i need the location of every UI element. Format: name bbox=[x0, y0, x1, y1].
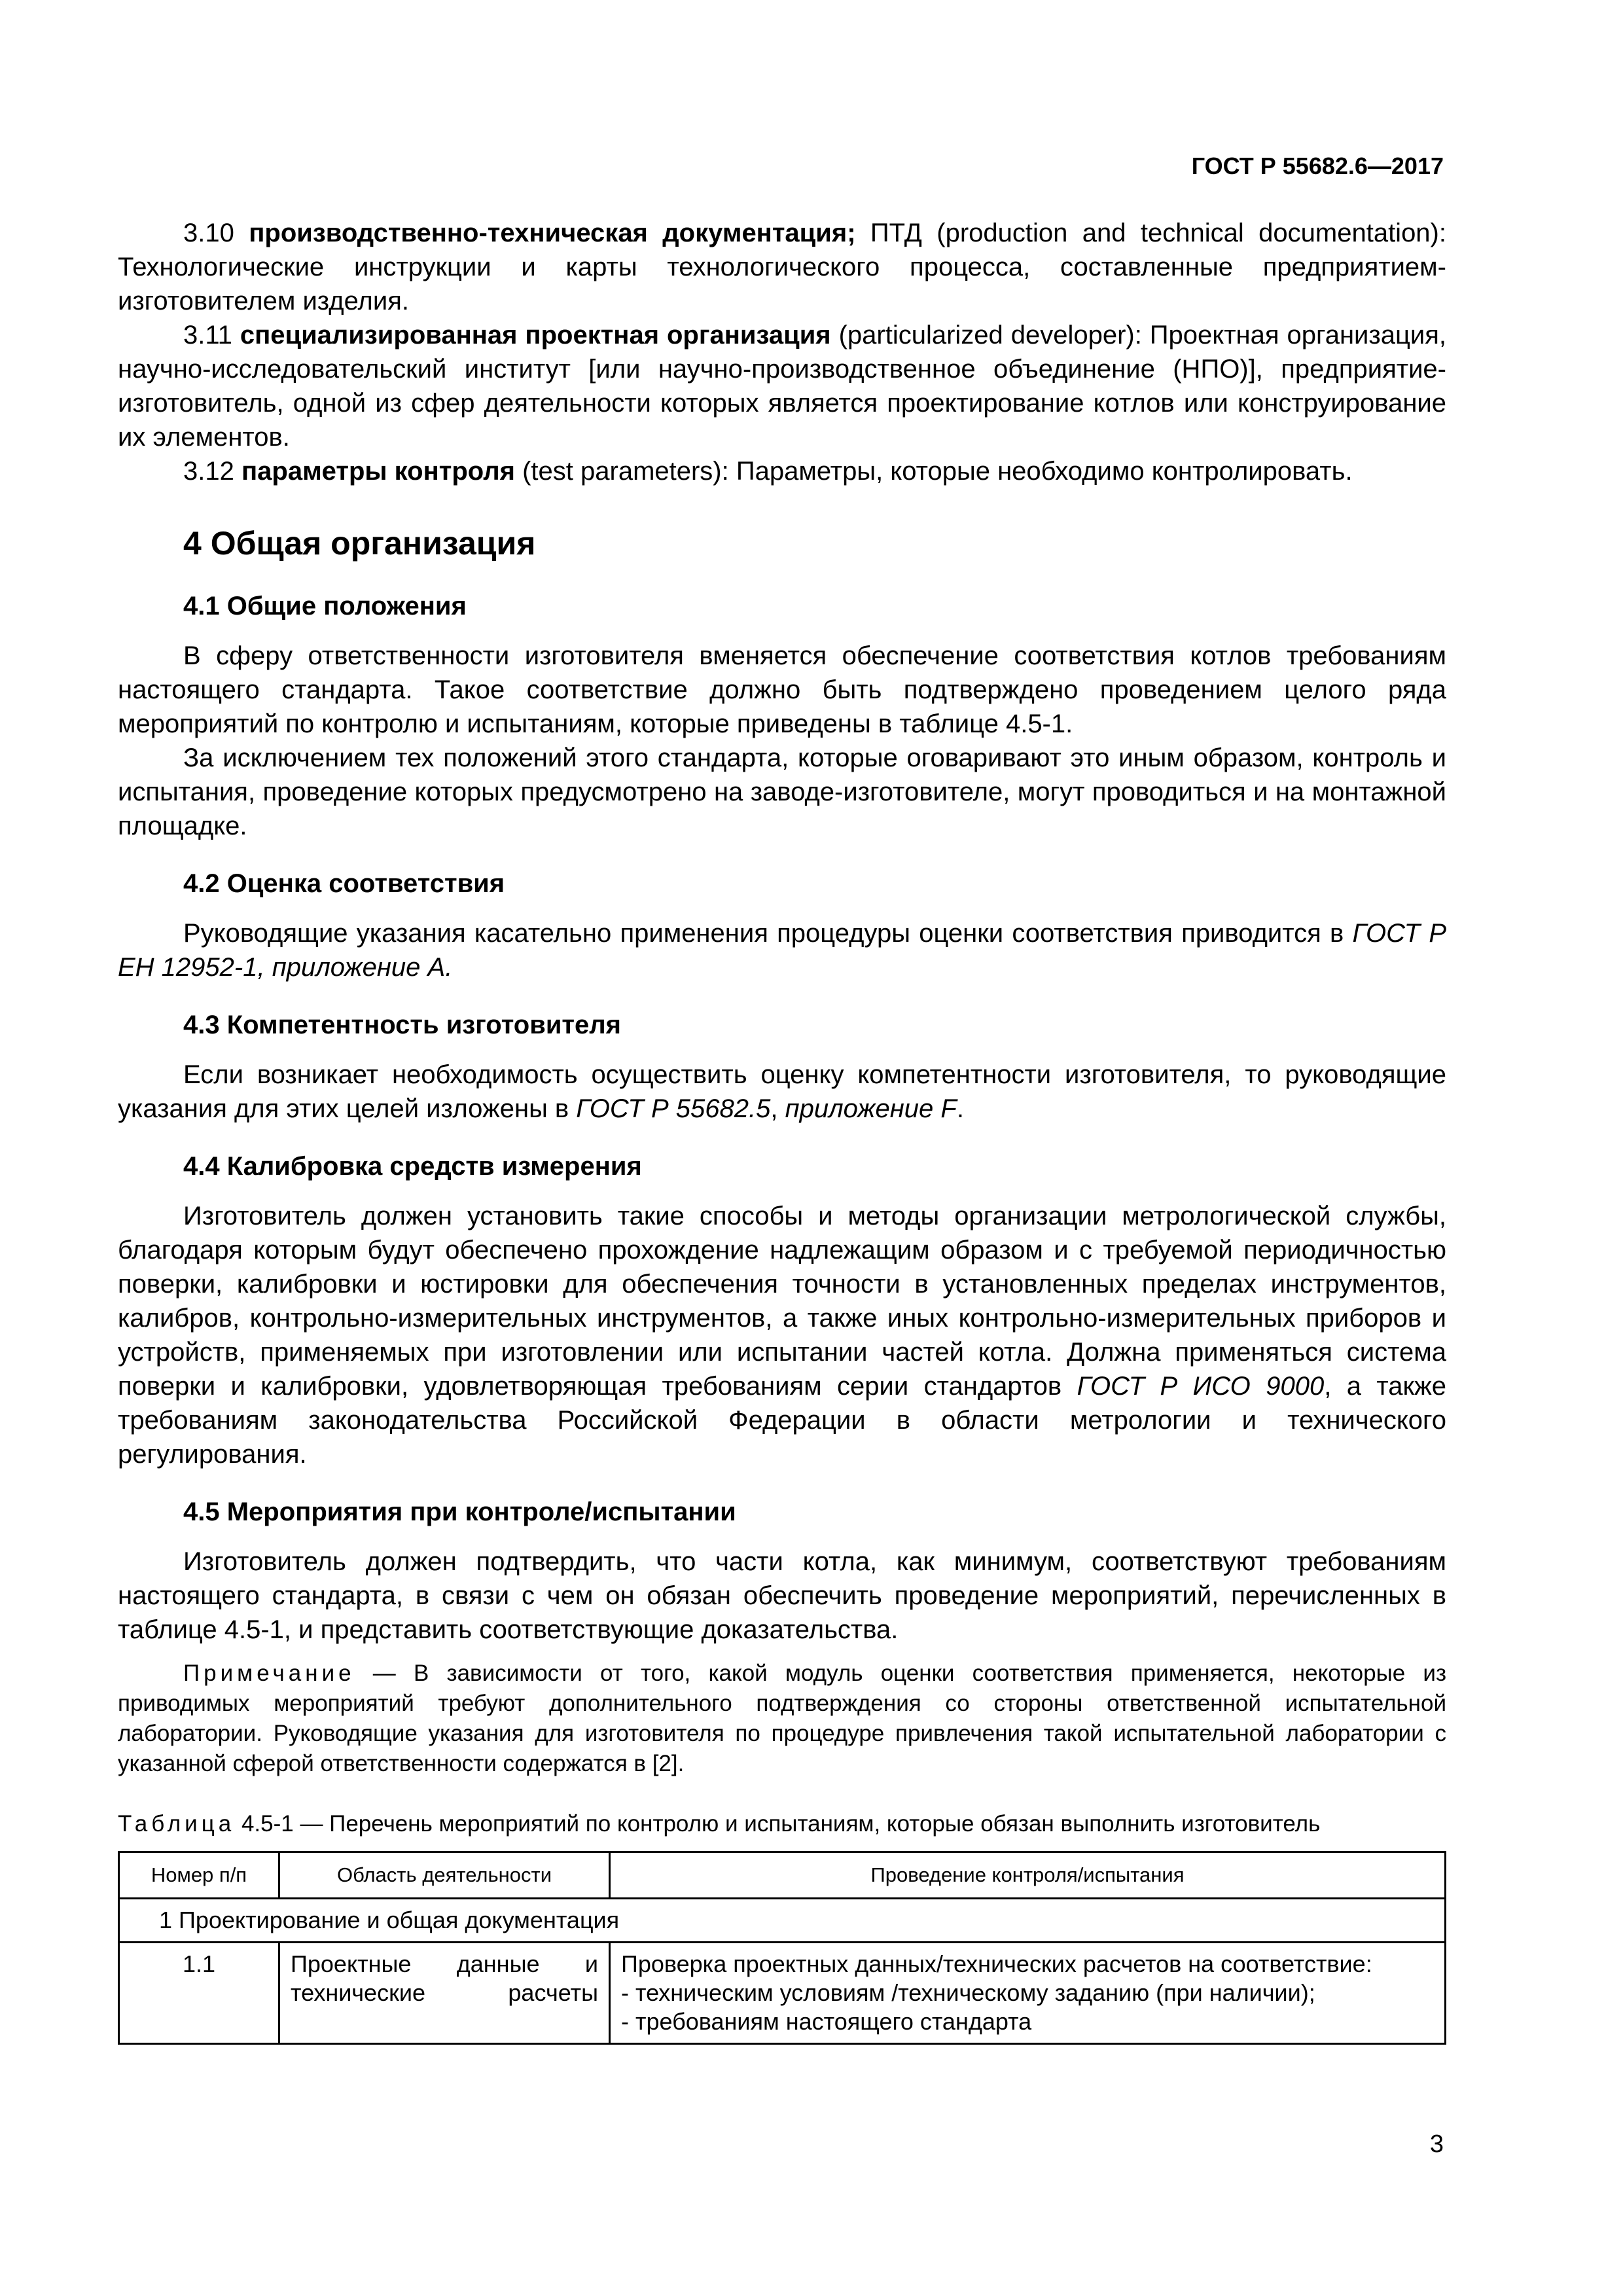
header-check: Проведение контроля/испытания bbox=[610, 1852, 1446, 1899]
reference-gost-iso-9000: ГОСТ Р ИСО 9000 bbox=[1077, 1372, 1325, 1401]
table-row bbox=[119, 1943, 1446, 2044]
reference-gost-en-12952-1: ГОСТ Р ЕН 12952-1, приложение А. bbox=[118, 919, 1447, 982]
reference-appendix-f: приложение F bbox=[785, 1094, 957, 1123]
section-4-5-title: 4.5 Мероприятия при контроле/испытании bbox=[183, 1498, 736, 1526]
header-number: Номер п/п bbox=[119, 1852, 279, 1899]
row-number: 1.1 bbox=[119, 1943, 279, 2044]
section-4-title: 4 Общая организация bbox=[183, 525, 536, 562]
table-caption: Таблица 4.5-1 — Перечень мероприятий по контролю и испытаниям, которые обязан выполнить изготовитель bbox=[118, 1811, 1321, 1837]
note: Примечание — В зависимости от того, какой модуль оценки соответствия применяется, некоторые из приводимых мероприятий требуют дополнительного подтверждения со стороны ответственной испытательной лаборатории. Руководящие указания для изготовителя по процедуре привлечения такой испытательной лаборатории с указанной сферой ответственности содержатся в [2]. bbox=[118, 1660, 1446, 1776]
section-4-4-title: 4.4 Калибровка средств измерения bbox=[183, 1152, 642, 1181]
term-3-10: 3.10 производственно-техническая документация; ПТД (production and technical documentation): Технологические инструкции и карты технологического процесса, составленные предприятием-изготовителем изделия. bbox=[118, 219, 1446, 315]
standard-header: ГОСТ Р 55682.6—2017 bbox=[1191, 152, 1444, 179]
note-label: Примечание bbox=[183, 1660, 355, 1686]
section-4-5-paragraph: Изготовитель должен подтвердить, что части котла, как минимум, соответствуют требованиям настоящего стандарта, в связи с чем он обязан обеспечить проведение мероприятий, перечисленных в таблице 4.5-1, и представить соответствующие доказательства. bbox=[118, 1547, 1446, 1644]
row-area: Проектные данные и технические расчеты bbox=[279, 1943, 610, 2044]
section-4-1-title: 4.1 Общие положения bbox=[183, 592, 467, 620]
page-number: 3 bbox=[1429, 2130, 1444, 2158]
table-header-row bbox=[119, 1852, 1446, 1899]
check-line: Проверка проектных данных/технических расчетов на соответствие: bbox=[621, 1950, 1372, 1977]
reference-gost-55682-5: ГОСТ Р 55682.5 bbox=[576, 1094, 771, 1123]
header-area: Область деятельности bbox=[279, 1852, 610, 1899]
section-4-1-paragraph-2: За исключением тех положений этого стандарта, которые оговаривают это иным образом, контроль и испытания, проведение которых предусмотрено на заводе-изготовителе, могут проводиться и на монтажной площадке. bbox=[118, 744, 1446, 840]
section-4-3-paragraph: Если возникает необходимость осуществить оценку компетентности изготовителя, то руководящие указания для этих целей изложены в ГОСТ Р 55682.5, приложение F. bbox=[118, 1060, 1446, 1123]
section-4-2-paragraph: Руководящие указания касательно применения процедуры оценки соответствия приводится в ГОСТ Р ЕН 12952-1, приложение А. bbox=[118, 919, 1447, 982]
row-check bbox=[610, 1943, 1446, 2044]
measures-table bbox=[118, 1851, 1446, 2045]
table-section-row bbox=[119, 1899, 1446, 1943]
term-3-12: 3.12 параметры контроля (test parameters): Параметры, которые необходимо контролировать. bbox=[183, 457, 1353, 486]
section-4-3-title: 4.3 Компетентность изготовителя bbox=[183, 1011, 622, 1039]
section-4-1-paragraph-1: В сферу ответственности изготовителя вменяется обеспечение соответствия котлов требованиям настоящего стандарта. Такое соответствие должно быть подтверждено проведением целого ряда мероприятий по контролю и испытаниям, которые приведены в таблице 4.5-1. bbox=[118, 641, 1446, 738]
section-4-4-paragraph: Изготовитель должен установить такие способы и методы организации метрологической службы, благодаря которым будут обеспечено прохождение надлежащим образом и с требуемой периодичностью поверки, калибровки и юстировки для обеспечения точности в установленных пределах инструментов, калибров, контрольно-измерительных инструментов, а также иных контрольно-измерительных приборов и устройств, применяемых при изготовлении или испытании частей котла. Должна применяться система поверки и калибровки, удовлетворяющая требованиям серии стандартов ГОСТ Р ИСО 9000, а также требованиям законодательства Российской Федерации в области метрологии и технического регулирования. bbox=[118, 1202, 1446, 1469]
section-4-2-title: 4.2 Оценка соответствия bbox=[183, 869, 505, 898]
check-line: - техническим условиям /техническому заданию (при наличии); bbox=[621, 1979, 1315, 2006]
term-3-11: 3.11 специализированная проектная организация (particularized developer): Проектная организация, научно-исследовательский институт [или научно-производственное объединение (НПО)], предприятие-изготовитель, одной из сфер деятельности которых является проектирование котлов или конструирование их элементов. bbox=[118, 321, 1446, 452]
check-line: - требованиям настоящего стандарта bbox=[621, 2008, 1032, 2035]
section-row-label: 1 Проектирование и общая документация bbox=[119, 1899, 1446, 1943]
page-content bbox=[118, 216, 1446, 2045]
